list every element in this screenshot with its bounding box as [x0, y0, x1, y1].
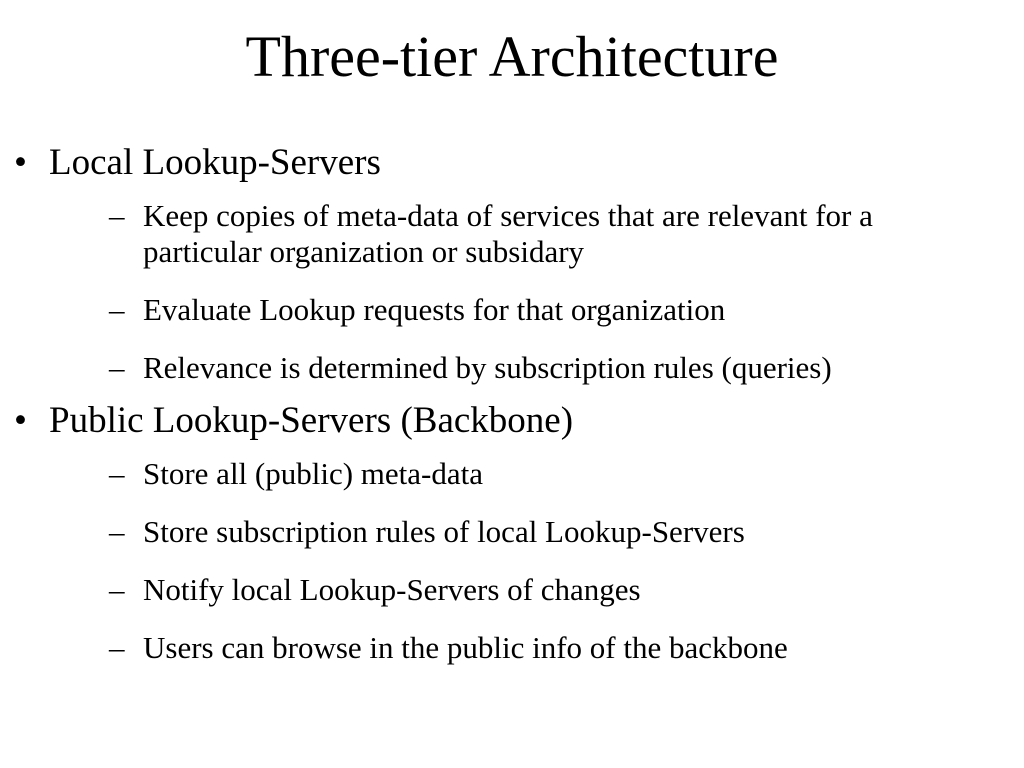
bullet-text: Local Lookup-Servers: [49, 142, 381, 183]
sub-item-text: Users can browse in the public info of the backbone: [143, 630, 788, 665]
sub-item: [49, 456, 1024, 492]
sub-list: [49, 456, 1024, 666]
sub-item: [49, 514, 1024, 550]
sub-item-text: Evaluate Lookup requests for that organization: [143, 292, 726, 327]
bullet-local-lookup-servers: [0, 138, 1024, 386]
bullet-list: [0, 138, 1024, 666]
sub-item-text: Store all (public) meta-data: [143, 456, 484, 491]
bullet-public-lookup-servers: [0, 396, 1024, 666]
sub-item-text: Notify local Lookup-Servers of changes: [143, 572, 641, 607]
dash-marker: –: [109, 198, 125, 233]
sub-list: [49, 198, 1024, 386]
sub-item: [49, 292, 1024, 328]
sub-item-text: Relevance is determined by subscription rules (queries): [143, 350, 832, 385]
dash-marker: –: [109, 456, 125, 491]
sub-item: [49, 572, 1024, 608]
sub-item-text: Keep copies of meta-data of services that are relevant for a particular organization or subsidary: [143, 198, 873, 269]
bullet-text: Public Lookup-Servers (Backbone): [49, 400, 574, 441]
slide-title: Three-tier Architecture: [245, 24, 779, 89]
sub-item-text: Store subscription rules of local Lookup-Servers: [143, 514, 745, 549]
dash-marker: –: [109, 572, 125, 607]
sub-item: [49, 198, 1024, 270]
sub-item: [49, 350, 1024, 386]
dash-marker: –: [109, 630, 125, 665]
bullet-marker: •: [14, 400, 27, 441]
dash-marker: –: [109, 350, 125, 385]
dash-marker: –: [109, 514, 125, 549]
sub-item: [49, 630, 1024, 666]
bullet-marker: •: [14, 142, 27, 183]
dash-marker: –: [109, 292, 125, 327]
